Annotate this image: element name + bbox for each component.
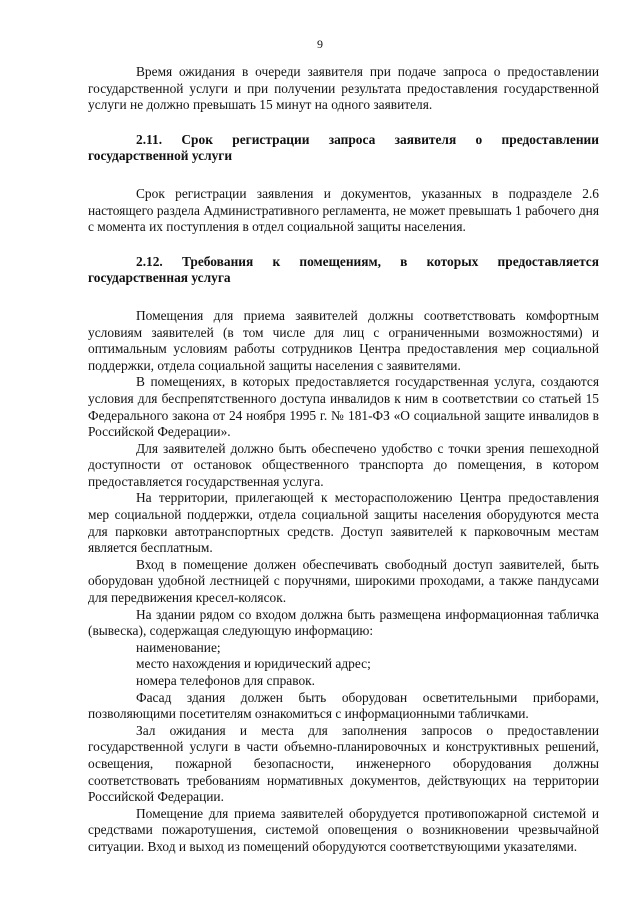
document-body [88,64,599,856]
paragraph-waiting-time: Время ожидания в очереди заявителя при подаче запроса о предоставлении государственной услуги и при получении результата предоставления государственной услуги не должно превышать 15 минут на одного заявителя. [88,64,599,113]
paragraph-disabled-access: В помещениях, в которых предоставляется государственная услуга, создаются условия для беспрепятственного доступа инвалидов к ним в соответствии со статьей 15 Федерального закона от 24 ноября 1995 г. № 181-ФЗ «О социальной защите инвалидов в Российской Федерации». [88,374,599,440]
paragraph-entrance: Вход в помещение должен обеспечивать свободный доступ заявителей, быть оборудован удобной лестницей с поручнями, широкими проходами, а также пандусами для передвижения кресел-колясок. [88,556,599,606]
paragraph-sign-info: На здании рядом со входом должна быть размещена информационная табличка (вывеска), содержащая следующую информацию: [88,606,599,639]
page-number: 9 [317,37,323,51]
paragraph-registration-term: Срок регистрации заявления и документов, указанных в подразделе 2.6 настоящего раздела Административного регламента, не может превышать 1 рабочего дня с момента их поступления в отдел социальной защиты населения. [88,185,599,235]
paragraph-premises-conditions: Помещения для приема заявителей должны соответствовать комфортным условиям заявителей (в том числе для лиц с ограниченными возможностями) и оптимальным условиям работы сотрудников Центра предоставления мер социальной поддержки, отдела социальной защиты населения с заявителями. [88,307,599,373]
list-item-phones: номера телефонов для справок. [136,673,316,688]
section-heading-2-12: 2.12. Требования к помещениям, в которых предоставляется государственная услуга [88,253,599,286]
paragraph-facade-lighting: Фасад здания должен быть оборудован осветительными приборами, позволяющими посетителям ознакомиться с информационными табличками. [88,689,599,722]
list-item-address: место нахождения и юридический адрес; [136,656,371,672]
paragraph-parking: На территории, прилегающей к месторасположению Центра предоставления мер социальной поддержки, отдела социальной защиты населения оборудуются места для парковки автотранспортных средств. Доступ заявителей к парковочным местам является бесплатным. [88,490,599,556]
list-item-name: наименование; [136,639,221,655]
paragraph-waiting-hall: Зал ожидания и места для заполнения запросов о предоставлении государственной услуги в части объемно-планировочных и конструктивных решений, освещения, пожарной безопасности, инженерного оборудования должны соответствовать требованиям нормативных документов, действующих на территории Российской Федерации. [88,722,599,805]
paragraph-pedestrian-access: Для заявителей должно быть обеспечено удобство с точки зрения пешеходной доступности от остановок общественного транспорта до помещения, в котором предоставляется государственная услуга. [88,440,599,489]
section-heading-2-11: 2.11. Срок регистрации запроса заявителя о предоставлении государственной услуги [88,131,599,164]
paragraph-fire-safety: Помещение для приема заявителей оборудуется противопожарной системой и средствами пожаротушения, системой оповещения о возникновении чрезвычайной ситуации. Вход и выход из помещений оборудуются соответствующими указателями. [88,805,599,854]
